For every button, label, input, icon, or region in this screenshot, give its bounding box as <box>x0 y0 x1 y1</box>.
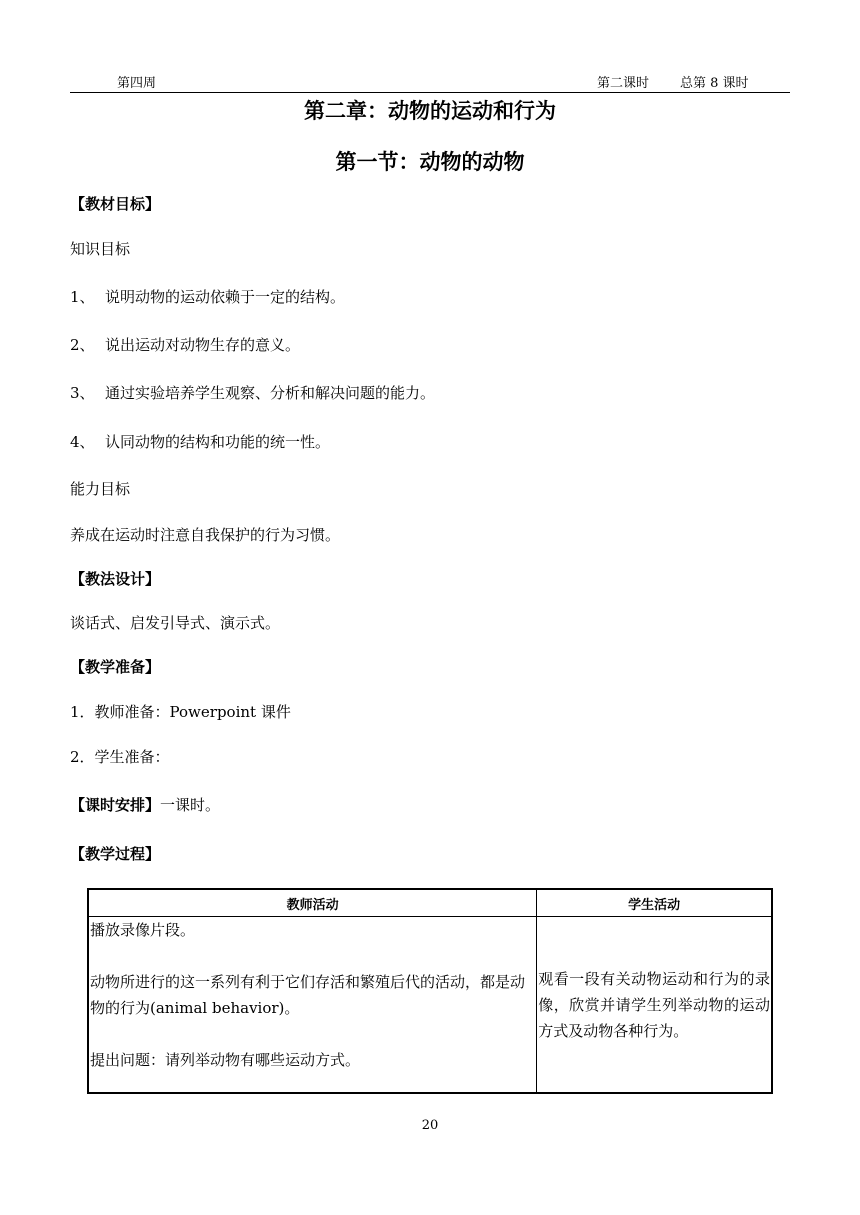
header-lesson: 第二课时 <box>597 76 650 91</box>
ability-goals-heading: 能力目标 <box>70 480 131 498</box>
teacher-activity-line: 播放录像片段。 <box>90 921 196 939</box>
preparation-heading: 【教学准备】 <box>70 658 161 676</box>
teacher-activity-line: 动物所进行的这一系列有利于它们存活和繁殖后代的活动，都是动物的行为(animal behavior)。 <box>90 973 526 1017</box>
goal-number: 1、 <box>70 288 95 306</box>
schedule-heading: 【课时安排】 <box>70 796 161 814</box>
goal-number: 2、 <box>70 336 95 354</box>
teacher-activity-line: 提出问题：请列举动物有哪些运动方式。 <box>90 1051 361 1069</box>
teaching-process-table <box>87 888 773 1094</box>
process-heading: 【教学过程】 <box>70 845 161 863</box>
goal-text: 说明动物的运动依赖于一定的结构。 <box>105 288 346 306</box>
table-header-row <box>88 889 772 917</box>
goal-number: 4、 <box>70 433 95 451</box>
student-preparation: 2．学生准备： <box>70 748 170 766</box>
method-heading: 【教法设计】 <box>70 570 161 588</box>
schedule-text: 一课时。 <box>160 796 221 814</box>
schedule-line <box>70 794 220 815</box>
goal-text: 通过实验培养学生观察、分析和解决问题的能力。 <box>105 384 436 402</box>
header-total: 总第 8 课时 <box>680 76 749 91</box>
teacher-activity-cell <box>88 917 537 1094</box>
header-week: 第四周 <box>117 76 157 91</box>
section-title: 第一节：动物的动物 <box>335 150 525 174</box>
knowledge-goals-heading: 知识目标 <box>70 240 131 258</box>
page-number: 20 <box>421 1118 439 1133</box>
student-activity-cell: 观看一段有关动物运动和行为的录像，欣赏并请学生列举动物的运动方式及动物各种行为。 <box>537 917 772 1094</box>
teaching-goals-heading: 【教材目标】 <box>70 195 161 213</box>
teacher-preparation: 1．教师准备：Powerpoint 课件 <box>70 703 291 721</box>
teacher-activity-header: 教师活动 <box>88 889 537 917</box>
header-rule <box>70 92 790 93</box>
table-row <box>88 917 772 1094</box>
ability-goals-text: 养成在运动时注意自我保护的行为习惯。 <box>70 526 341 544</box>
student-activity-header: 学生活动 <box>537 889 772 917</box>
goal-text: 说出运动对动物生存的意义。 <box>105 336 301 354</box>
chapter-title: 第二章：动物的运动和行为 <box>304 99 556 123</box>
goal-number: 3、 <box>70 384 95 402</box>
method-text: 谈话式、启发引导式、演示式。 <box>70 614 281 632</box>
goal-text: 认同动物的结构和功能的统一性。 <box>105 433 331 451</box>
